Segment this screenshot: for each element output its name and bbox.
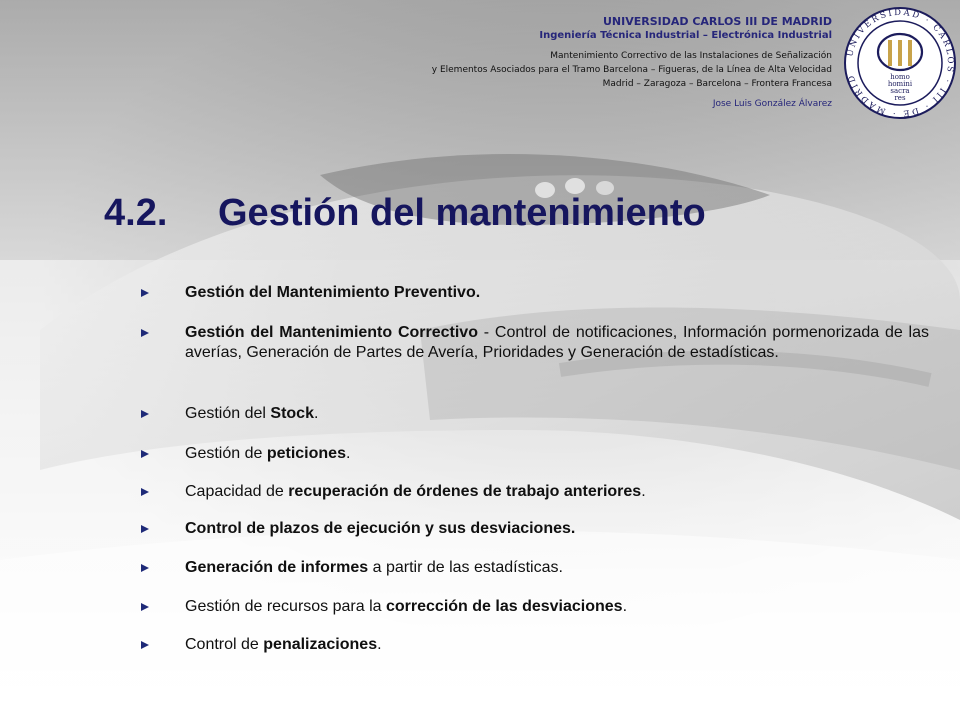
bullet-text: . <box>622 598 628 615</box>
bullet-text: . <box>345 445 351 462</box>
project-title <box>432 49 832 91</box>
bullet-item <box>136 283 929 303</box>
svg-text:sacra: sacra <box>890 87 910 95</box>
bullet-arrow-icon <box>141 329 149 337</box>
degree-name: Ingeniería Técnica Industrial – Electrónica Industrial <box>539 30 832 41</box>
bullet-item <box>136 323 929 363</box>
svg-text:homini: homini <box>887 80 913 88</box>
bullet-text: Control de <box>185 636 264 653</box>
bullet-text-bold: Generación de informes <box>185 559 369 576</box>
author-name: Jose Luis González Álvarez <box>712 99 832 109</box>
svg-text:homo: homo <box>890 73 910 81</box>
bullet-text: Capacidad de <box>185 483 289 500</box>
bullet-arrow-icon <box>141 410 149 418</box>
bullet-arrow-icon <box>141 525 149 533</box>
project-title-line3: Madrid – Zaragoza – Barcelona – Frontera Francesa <box>602 79 832 89</box>
bullet-arrow-icon <box>141 450 149 458</box>
bullet-text: Gestión de recursos para la <box>185 598 386 615</box>
project-title-line2: y Elementos Asociados para el Tramo Barcelona – Figueras, de la Línea de Alta Velocidad <box>431 65 832 75</box>
section-title: Gestión del mantenimiento <box>218 192 706 234</box>
bullet-item <box>136 519 929 539</box>
bullet-text-bold: peticiones <box>266 445 346 462</box>
university-name: UNIVERSIDAD CARLOS III DE MADRID <box>603 15 832 28</box>
project-title-line1: Mantenimiento Correctivo de las Instalaciones de Señalización <box>550 51 832 61</box>
bullet-text-bold: penalizaciones <box>263 636 378 653</box>
bullet-text-bold: Gestión del Mantenimiento Preventivo. <box>185 284 481 301</box>
bullet-text: - Control de notificaciones, Información pormenorizada de las averías, Generación de Partes de Avería, Prioridades y Generación de estadísticas. <box>185 324 929 361</box>
header-block <box>432 14 832 111</box>
bullet-item <box>136 444 929 464</box>
bullet-text: a partir de las estadísticas. <box>368 559 563 576</box>
bullet-arrow-icon <box>141 488 149 496</box>
bullet-arrow-icon <box>141 641 149 649</box>
svg-text:UNIVERSIDAD · CARLOS · III · D: UNIVERSIDAD · CARLOS · III · DE · MADRID <box>845 7 956 119</box>
bullet-text-bold: Stock <box>270 405 314 422</box>
bullet-item <box>136 597 929 617</box>
bullet-text-bold: recuperación de órdenes de trabajo anteriores <box>288 483 642 500</box>
bullet-text: . <box>313 405 319 422</box>
section-number: 4.2. <box>104 192 168 234</box>
bullet-arrow-icon <box>141 564 149 572</box>
bullet-text: . <box>641 483 646 500</box>
bullet-item <box>136 635 929 655</box>
bullet-item <box>136 558 929 578</box>
svg-text:res: res <box>894 94 906 102</box>
bullet-text-bold: corrección de las desviaciones <box>386 598 623 615</box>
bullet-arrow-icon <box>141 603 149 611</box>
bullet-item <box>136 404 929 424</box>
bullet-text: . <box>377 636 382 653</box>
bullet-arrow-icon <box>141 289 149 297</box>
university-seal-logo <box>842 4 958 122</box>
bullet-text: Gestión del <box>185 405 271 422</box>
slide-title <box>104 192 864 235</box>
bullet-item <box>136 482 929 502</box>
bullet-text: Gestión de <box>185 445 267 462</box>
bullet-text-bold: Control de plazos de ejecución y sus desviaciones. <box>185 520 576 537</box>
bullet-text-bold: Gestión del Mantenimiento Correctivo <box>185 324 478 341</box>
